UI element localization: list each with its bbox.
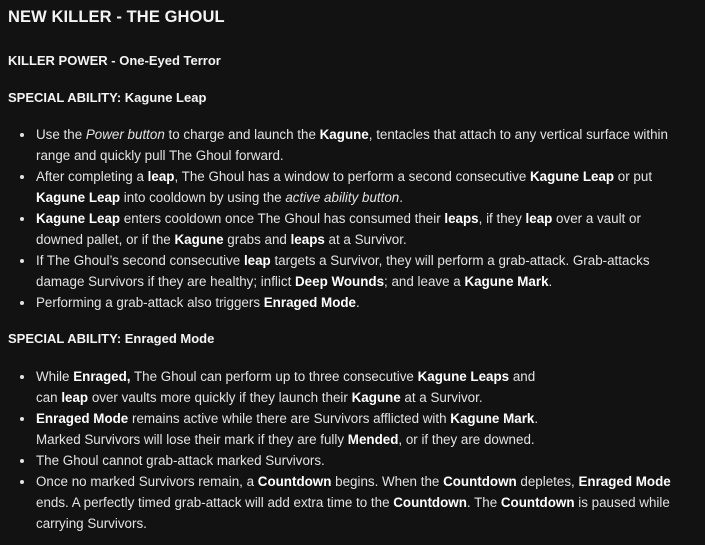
kagune-leap-heading: SPECIAL ABILITY: Kagune Leap [8,90,207,105]
list-item: The Ghoul cannot grab-attack marked Survivors. [36,450,676,471]
list-item: Use the Power button to charge and launch the Kagune, tentacles that attach to any vertical surface within range and quickly pull The Ghoul forward. [36,124,676,166]
enraged-mode-list [0,366,676,534]
enraged-mode-heading: SPECIAL ABILITY: Enraged Mode [8,331,215,346]
list-item: After completing a leap, The Ghoul has a window to perform a second consecutive Kagune Leap or put Kagune Leap into cooldown by using the active ability button. [36,166,676,208]
list-item: While Enraged, The Ghoul can perform up to three consecutive Kagune Leaps and can leap over vaults more quickly if they launch their Kagune at a Survivor. [36,366,676,408]
list-item: Once no marked Survivors remain, a Countdown begins. When the Countdown depletes, Enraged Mode ends. A perfectly timed grab-attack will add extra time to the Countdown. The Countdown is paused while carrying Survivors. [36,471,676,534]
list-item: Performing a grab-attack also triggers Enraged Mode. [36,292,676,313]
kagune-leap-list [0,124,676,313]
list-item: Enraged Mode remains active while there are Survivors afflicted with Kagune Mark. Marked Survivors will lose their mark if they are fully Mended, or if they are downed. [36,408,676,450]
list-item: Kagune Leap enters cooldown once The Ghoul has consumed their leaps, if they leap over a vault or downed pallet, or if the Kagune grabs and leaps at a Survivor. [36,208,676,250]
killer-power-heading: KILLER POWER - One-Eyed Terror [8,53,221,68]
page-title: NEW KILLER - THE GHOUL [8,8,225,26]
list-item: If The Ghoul’s second consecutive leap targets a Survivor, they will perform a grab-attack. Grab-attacks damage Survivors if they are healthy; inflict Deep Wounds; and leave a Kagune Mark. [36,250,676,292]
